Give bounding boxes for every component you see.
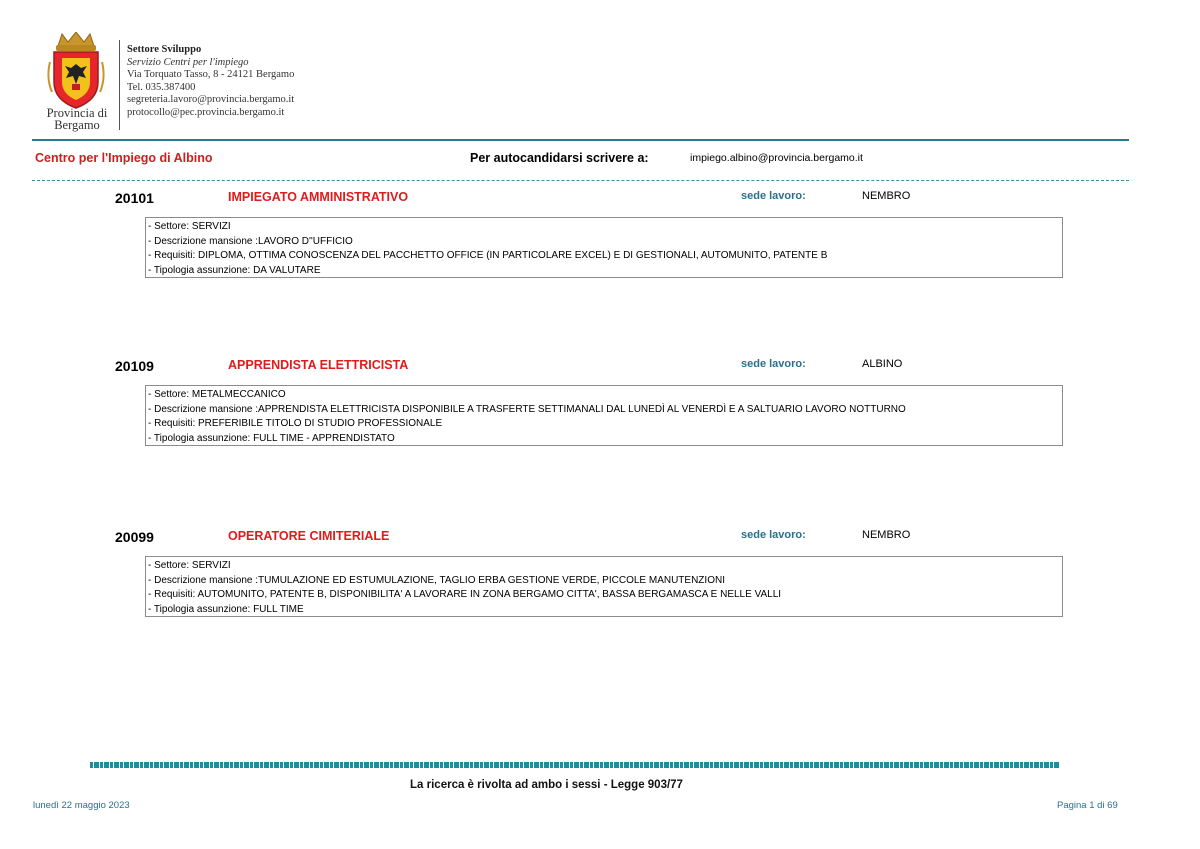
logo-caption-line1: Provincia di xyxy=(46,106,108,120)
job-requisiti: - Requisiti: PREFERIBILE TITOLO DI STUDIO PROFESSIONALE xyxy=(148,418,443,429)
job-descrizione: - Descrizione mansione :APPRENDISTA ELETTRICISTA DISPONIBILE A TRASFERTE SETTIMANALI DAL LUNEDÌ AL VENERDÌ E A SALTUARIO LAVORO NOTTURNO xyxy=(148,403,906,415)
job-sede-value: ALBINO xyxy=(862,358,903,370)
job-requisiti: - Requisiti: DIPLOMA, OTTIMA CONOSCENZA DEL PACCHETTO OFFICE (IN PARTICOLARE EXCEL) E DI GESTIONALI, AUTOMUNITO, PATENTE B xyxy=(148,250,828,261)
header-divider xyxy=(119,40,120,130)
job-sede-label: sede lavoro: xyxy=(741,358,806,370)
job-details-box xyxy=(145,556,1063,617)
job-listing xyxy=(0,358,1200,468)
sender-title: Settore Sviluppo xyxy=(127,44,202,55)
sender-subtitle: Servizio Centri per l'impiego xyxy=(127,56,249,68)
job-details-box xyxy=(145,385,1063,446)
logo-caption-line2: Bergamo xyxy=(54,118,100,132)
job-details-box xyxy=(145,217,1063,278)
job-settore: - Settore: METALMECCANICO xyxy=(148,389,286,400)
job-title: IMPIEGATO AMMINISTRATIVO xyxy=(228,190,409,204)
job-sede-label: sede lavoro: xyxy=(741,190,806,202)
footer-date: lunedì 22 maggio 2023 xyxy=(33,800,130,811)
job-settore: - Settore: SERVIZI xyxy=(148,560,231,571)
centro-name: Centro per l'Impiego di Albino xyxy=(35,151,213,165)
page-number: Pagina 1 di 69 xyxy=(1057,800,1118,811)
sender-email: segreteria.lavoro@provincia.bergamo.it xyxy=(127,94,295,106)
sender-phone: Tel. 035.387400 xyxy=(127,81,196,93)
job-sede-value: NEMBRO xyxy=(862,190,911,202)
job-code: 20109 xyxy=(115,358,154,374)
job-listing xyxy=(0,529,1200,639)
autocandidatura-label: Per autocandidarsi scrivere a: xyxy=(470,151,649,165)
job-listing xyxy=(0,190,1200,300)
footer-note: La ricerca è rivolta ad ambo i sessi - Legge 903/77 xyxy=(410,779,683,791)
job-settore: - Settore: SERVIZI xyxy=(148,221,231,232)
autocandidatura-email[interactable]: impiego.albino@provincia.bergamo.it xyxy=(690,152,863,164)
job-requisiti: - Requisiti: AUTOMUNITO, PATENTE B, DISPONIBILITA' A LAVORARE IN ZONA BERGAMO CITTA', BASSA BERGAMASCA E NELLE VALLI xyxy=(148,589,782,600)
logo-caption xyxy=(40,107,114,131)
job-tipologia: - Tipologia assunzione: FULL TIME xyxy=(148,603,304,615)
job-sede-label: sede lavoro: xyxy=(741,529,806,541)
job-title: OPERATORE CIMITERIALE xyxy=(228,529,390,543)
job-title: APPRENDISTA ELETTRICISTA xyxy=(228,358,409,372)
job-descrizione: - Descrizione mansione :LAVORO D''UFFICIO xyxy=(148,235,353,247)
footer-stripe xyxy=(90,762,1060,768)
job-sede-value: NEMBRO xyxy=(862,529,911,541)
coat-of-arms-icon xyxy=(44,32,108,110)
job-code: 20099 xyxy=(115,529,154,545)
dashed-separator xyxy=(32,180,1129,181)
sender-pec: protocollo@pec.provincia.bergamo.it xyxy=(127,106,285,118)
sender-address: Via Torquato Tasso, 8 - 24121 Bergamo xyxy=(127,69,295,81)
sender-block xyxy=(127,44,294,120)
job-tipologia: - Tipologia assunzione: FULL TIME - APPRENDISTATO xyxy=(148,432,395,444)
job-tipologia: - Tipologia assunzione: DA VALUTARE xyxy=(148,264,321,276)
job-code: 20101 xyxy=(115,190,154,206)
job-descrizione: - Descrizione mansione :TUMULAZIONE ED ESTUMULAZIONE, TAGLIO ERBA GESTIONE VERDE, PICCOLE MANUTENZIONI xyxy=(148,574,725,586)
header-rule xyxy=(32,139,1129,141)
